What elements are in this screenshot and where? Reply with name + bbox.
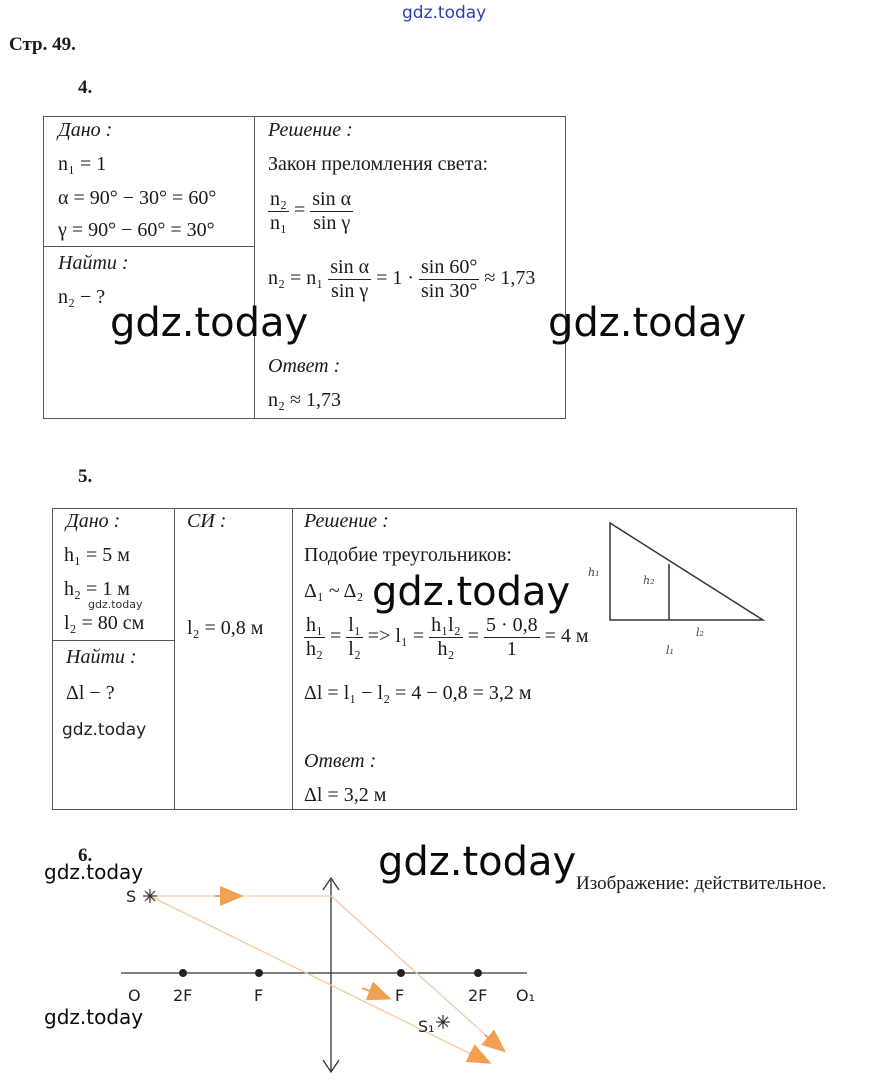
point-2f-right bbox=[474, 969, 482, 977]
ray-arrow-4 bbox=[470, 1053, 488, 1062]
p5-si-value: l₂ = 0,8 м bbox=[187, 617, 264, 639]
p5-dano-label: Дано : bbox=[66, 510, 121, 532]
p4-formula-2: n₂ = n₁ $\frac{\text{sin α}}{\text{sin γ}}$ = 1 · $\frac{\sin 60^\circ}{\sin 30^\circ}$ ≈ 1,73 bbox=[268, 256, 536, 302]
watermark-p6-top: gdz.today bbox=[44, 860, 144, 884]
point-f-left bbox=[255, 969, 263, 977]
source-star-icon bbox=[143, 889, 157, 903]
page-label: Стр. 49. bbox=[9, 34, 76, 55]
p4-answer-label: Ответ : bbox=[268, 355, 341, 377]
watermark-p6-mid: gdz.today bbox=[378, 839, 577, 885]
p5-given-3: l₂ = 80 см bbox=[64, 612, 145, 634]
label-source: S bbox=[126, 887, 137, 906]
axis-label-o1: O₁ bbox=[516, 986, 536, 1005]
p5-sim-rel: Δ₁ ~ Δ₂ bbox=[304, 580, 364, 602]
watermark-p5-left: gdz.today bbox=[62, 720, 147, 740]
watermark-p5-tiny: gdz.today bbox=[88, 598, 143, 611]
p5-given-1: h₁ = 5 м bbox=[64, 544, 130, 566]
p5-si-label: СИ : bbox=[187, 510, 227, 532]
watermark-p4-right: gdz.today bbox=[548, 300, 747, 346]
watermark-top: gdz.today bbox=[402, 3, 487, 23]
p4-answer: n₂ ≈ 1,73 bbox=[268, 389, 341, 411]
axis-label-f-right: F bbox=[395, 986, 405, 1005]
p4-formula-1: $\frac{\text{n₂}}{\text{n₁}}$ = $\frac{\text{sin α}}{\text{sin γ}}$ bbox=[270, 188, 352, 234]
watermark-p4-left: gdz.today bbox=[110, 300, 309, 346]
ray-arrow-2 bbox=[485, 1035, 503, 1050]
p5-answer: Δl = 3,2 м bbox=[304, 784, 387, 806]
problem-6-number: 6. bbox=[78, 845, 93, 866]
lens-diagram bbox=[0, 860, 887, 1084]
p5-solution-label: Решение : bbox=[304, 510, 389, 532]
p5-find: Δl − ? bbox=[66, 682, 115, 704]
label-image: S₁ bbox=[418, 1017, 435, 1036]
tri-label-l1: l₁ bbox=[666, 644, 674, 657]
p4-solution-label: Решение : bbox=[268, 119, 353, 141]
tri-label-l2: l₂ bbox=[696, 626, 704, 639]
p4-find: n₂ − ? bbox=[58, 286, 106, 308]
p5-answer-label: Ответ : bbox=[304, 750, 377, 772]
problem-5-number: 5. bbox=[78, 466, 93, 487]
axis-label-o: O bbox=[128, 986, 141, 1005]
axis-label-2f-left: 2F bbox=[173, 986, 193, 1005]
tri-label-h1: h₁ bbox=[588, 566, 600, 579]
point-2f-left bbox=[179, 969, 187, 977]
p5-similarity: Подобие треугольников: bbox=[304, 544, 512, 566]
p5-geometry-formula: $\frac{\text{h₁}}{\text{h₂}}$ = $\frac{\text{l₁}}{\text{l₂}}$ => l₁ = $\frac{\text{h₁l₂}}{\text{h₂}}$ = $\frac{5 \cdot 0,8}{1}$ = 4 м bbox=[306, 614, 589, 660]
p4-find-label: Найти : bbox=[58, 252, 129, 274]
p4-dano-label: Дано : bbox=[58, 119, 113, 141]
watermark-p5-mid: gdz.today bbox=[372, 569, 571, 615]
p4-given-2: α = 90° − 30° = 60° bbox=[58, 187, 217, 209]
p4-given-3: γ = 90° − 60° = 30° bbox=[58, 219, 215, 241]
p4-law: Закон преломления света: bbox=[268, 153, 489, 175]
p6-caption: Изображение: действительное. bbox=[576, 873, 827, 894]
image-star-icon bbox=[436, 1015, 450, 1029]
p5-given-2: h₂ = 1 м bbox=[64, 578, 130, 600]
similar-triangles-diagram bbox=[580, 518, 780, 668]
point-f-right bbox=[397, 969, 405, 977]
p5-find-label: Найти : bbox=[66, 646, 137, 668]
p4-given-1: n₁ = 1 bbox=[58, 153, 107, 175]
tri-label-h2: h₂ bbox=[643, 574, 655, 587]
axis-label-f-left: F bbox=[254, 986, 264, 1005]
axis-label-2f-right: 2F bbox=[468, 986, 488, 1005]
ray-arrow-3 bbox=[362, 988, 388, 998]
problem-4-number: 4. bbox=[78, 77, 93, 98]
p5-diff: Δl = l₁ − l₂ = 4 − 0,8 = 3,2 м bbox=[304, 682, 532, 704]
watermark-p6-bottom: gdz.today bbox=[44, 1005, 144, 1029]
